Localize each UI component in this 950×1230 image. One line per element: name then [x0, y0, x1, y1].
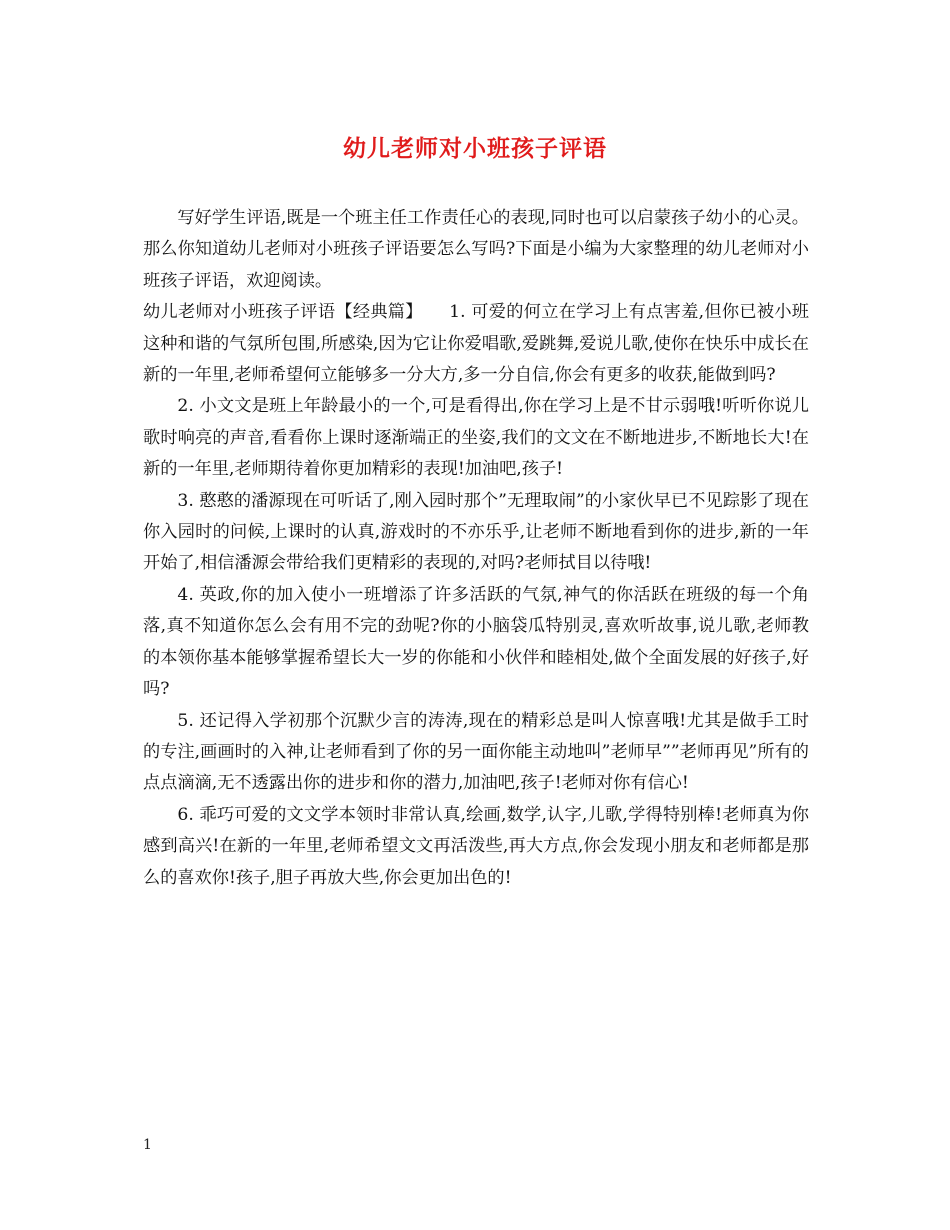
intro-paragraph: 写好学生评语,既是一个班主任工作责任心的表现,同时也可以启蒙孩子幼小的心灵。那么你知道幼儿老师对小班孩子评语要怎么写吗?下面是小编为大家整理的幼儿老师对小班孩子评语，欢迎阅读。 — [143, 208, 809, 291]
comment-paragraph-6: 6. 乖巧可爱的文文学本领时非常认真,绘画,数学,认字,儿歌,学得特别棒!老师真为你感到高兴!在新的一年里,老师希望文文再活泼些,再大方点,你会发现小朋友和老师都是那么的喜欢你!孩子,胆子再放大些,你会更加出色的! — [143, 804, 809, 888]
comment-paragraph-5: 5. 还记得入学初那个沉默少言的涛涛,现在的精彩总是叫人惊喜哦!尤其是做手工时的专注,画画时的入神,让老师看到了你的另一面你能主动地叫”老师早””老师再见”所有的点点滴滴,无不透露出你的进步和你的潜力,加油吧,孩子!老师对你有信心! — [143, 710, 809, 794]
comment-paragraph-1: 幼儿老师对小班孩子评语【经典篇】 1. 可爱的何立在学习上有点害羞,但你已被小班这种和谐的气氛所包围,所感染,因为它让你爱唱歌,爱跳舞,爱说儿歌,使你在快乐中成长在新的一年里,老师希望何立能够多一分大方,多一分自信,你会有更多的收获,能做到吗? — [143, 302, 809, 386]
comment-paragraph-4: 4. 英政,你的加入使小一班增添了许多活跃的气氛,神气的你活跃在班级的每一个角落,真不知道你怎么会有用不完的劲呢?你的小脑袋瓜特别灵,喜欢听故事,说儿歌,老师教的本领你基本能够掌握希望长大一岁的你能和小伙伴和睦相处,做个全面发展的好孩子,好吗? — [143, 584, 809, 700]
document-title: 幼儿老师对小班孩子评语 — [343, 135, 607, 162]
comment-paragraph-2: 2. 小文文是班上年龄最小的一个,可是看得出,你在学习上是不甘示弱哦!听听你说儿歌时响亮的声音,看看你上课时逐渐端正的坐姿,我们的文文在不断地进步,不断地长大!在新的一年里,老师期待着你更加精彩的表现!加油吧,孩子! — [143, 396, 809, 480]
document-body — [143, 203, 809, 894]
comment-paragraph-3: 3. 憨憨的潘源现在可听话了,刚入园时那个”无理取闹”的小家伙早已不见踪影了现在你入园时的问候,上课时的认真,游戏时的不亦乐乎,让老师不断地看到你的进步,新的一年开始了,相信潘源会带给我们更精彩的表现的,对吗?老师拭目以待哦! — [143, 490, 809, 574]
page-number: 1 — [143, 1137, 152, 1153]
